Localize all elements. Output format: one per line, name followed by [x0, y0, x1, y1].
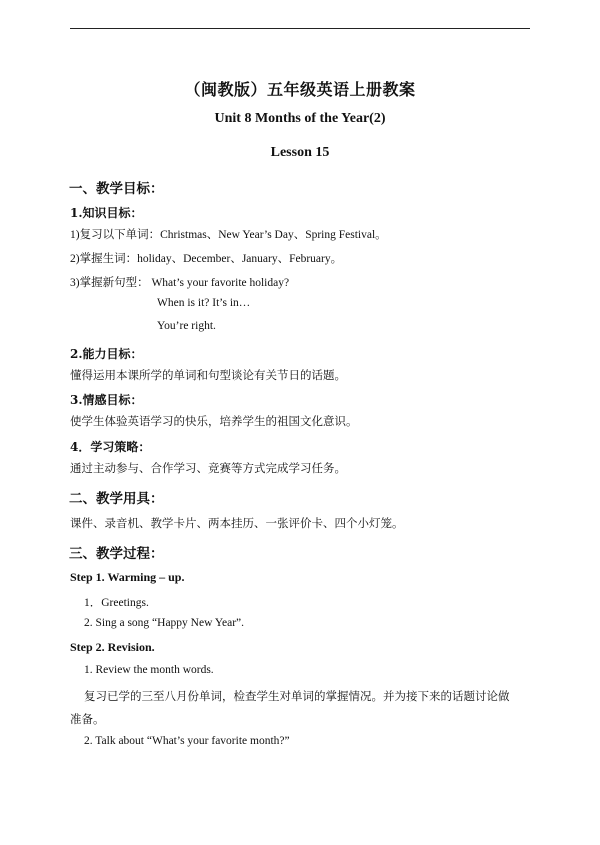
section-heading-materials: 二、教学用具：	[69, 491, 164, 507]
ability-heading: 2.能力目标：	[70, 347, 143, 361]
section-heading-process: 三、教学过程：	[69, 546, 164, 562]
strategy-text: 通过主动参与、合作学习、竞赛等方式完成学习任务。	[70, 461, 346, 475]
section-heading-objectives: 一、教学目标：	[69, 181, 164, 197]
knowledge-item-1: 1)复习以下单词：Christmas、New Year’s Day、Spring Festival。	[70, 229, 387, 241]
knowledge-item-3: 3)掌握新句型： What’s your favorite holiday?	[70, 277, 290, 289]
ability-text: 懂得运用本课所学的单词和句型谈论有关节日的话题。	[70, 368, 346, 382]
knowledge-item-2: 2)掌握生词：holiday、December、January、February。	[70, 253, 343, 265]
emotion-text: 使学生体验英语学习的快乐，培养学生的祖国文化意识。	[70, 414, 358, 428]
step-1-item-2: 2. Sing a song “Happy New Year”.	[84, 617, 245, 629]
materials-text: 课件、录音机、教学卡片、两本挂历、一张评价卡、四个小灯笼。	[70, 516, 404, 530]
step-1-heading: Step 1. Warming – up.	[70, 570, 185, 584]
step-2-heading: Step 2. Revision.	[70, 640, 155, 654]
step-2-item-1: 1. Review the month words.	[84, 664, 214, 676]
strategy-heading: 4．学习策略：	[70, 440, 151, 454]
knowledge-item-3-line-3: You’re right.	[157, 320, 216, 332]
step-2-item-2: 2. Talk about “What’s your favorite month?”	[84, 735, 290, 747]
lesson-title: Lesson 15	[270, 145, 330, 160]
emotion-heading: 3.情感目标：	[70, 393, 143, 407]
header-rule	[70, 28, 530, 29]
unit-title: Unit 8 Months of the Year(2)	[214, 111, 386, 126]
step-1-item-1: 1．Greetings.	[84, 597, 149, 609]
document-title: （闽教版）五年级英语上册教案	[184, 80, 416, 99]
knowledge-item-3-line-2: When is it? It’s in…	[157, 297, 251, 309]
step-2-description-line-2: 准备。	[70, 712, 105, 726]
step-2-description-line-1: 复习已学的三至八月份单词，检查学生对单词的掌握情况。并为接下来的话题讨论做	[84, 689, 510, 703]
knowledge-heading: 1.知识目标：	[70, 206, 143, 220]
